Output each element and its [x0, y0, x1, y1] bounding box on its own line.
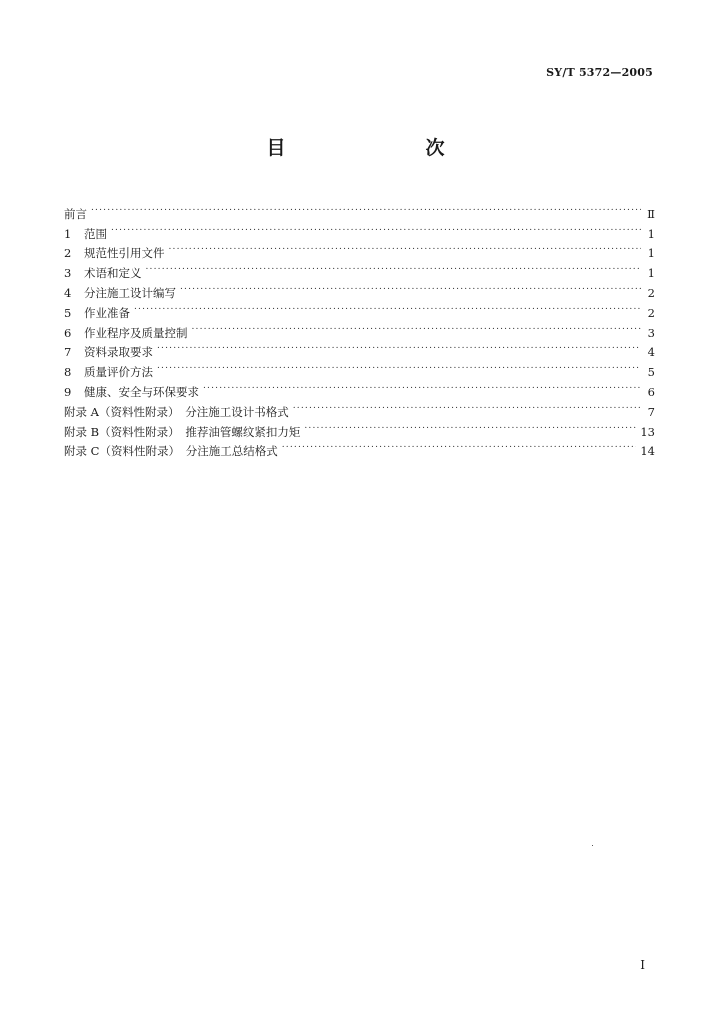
toc-entry-page: 1: [647, 266, 655, 281]
toc-entry[interactable]: [64, 257, 655, 281]
toc-entry-number: 7: [64, 345, 72, 360]
toc-entry-label: 附录 C（资料性附录） 分注施工总结格式: [64, 444, 278, 459]
toc-entry-number: 1: [64, 226, 72, 241]
toc-dot-leader: [282, 436, 637, 456]
toc-entry-page: 2: [647, 285, 655, 300]
standard-code: SY/T 5372—2005: [546, 66, 653, 79]
toc-entry-number: 9: [64, 384, 72, 399]
toc-entry-page: 3: [647, 325, 655, 340]
toc-entry-label: 质量评价方法: [84, 365, 153, 380]
toc-entry-page: 4: [647, 345, 655, 360]
toc-dot-leader: [180, 277, 641, 297]
toc-entry-number: 2: [64, 246, 72, 261]
page-title: 目 次: [266, 137, 479, 159]
toc-entry-label: 作业程序及质量控制: [84, 325, 188, 340]
toc-entry-page: 1: [647, 246, 655, 261]
toc-entry-label: 作业准备: [84, 305, 130, 320]
toc-entry-label: 前言: [64, 206, 87, 221]
toc-dot-leader: [192, 317, 642, 337]
toc-entry-page: 1: [647, 226, 655, 241]
toc-entry-label: 术语和定义: [84, 266, 142, 281]
toc-entry-page: 5: [647, 365, 655, 380]
toc-dot-leader: [304, 416, 636, 436]
toc-dot-leader: [169, 238, 642, 258]
toc-entry-label: 分注施工设计编写: [84, 285, 176, 300]
toc-entry[interactable]: [64, 277, 655, 300]
toc-entry[interactable]: [64, 198, 655, 221]
toc-entry-number: 8: [64, 365, 72, 380]
toc-entry-page: 2: [647, 305, 655, 320]
toc-entry-label: 规范性引用文件: [84, 246, 165, 261]
toc-entry-page: 13: [640, 424, 655, 439]
toc-dot-leader: [111, 218, 641, 238]
toc-entry-label: 资料录取要求: [84, 345, 153, 360]
toc-entry-label: 附录 B（资料性附录） 推荐油管螺纹紧扣力矩: [64, 424, 301, 439]
toc-dot-leader: [146, 257, 642, 277]
toc-entry-label: 范围: [84, 226, 107, 241]
toc-entry-page: Ⅱ: [647, 206, 655, 221]
toc-entry[interactable]: [64, 238, 655, 261]
toc-entry-label: 健康、安全与环保要求: [84, 384, 199, 399]
toc-entry-page: 7: [647, 404, 655, 419]
toc-entry-number: 4: [64, 285, 72, 300]
toc-dot-leader: [157, 356, 641, 376]
toc-entry[interactable]: [64, 297, 655, 320]
toc-entry-page: 14: [640, 444, 655, 459]
toc-dot-leader: [91, 198, 641, 218]
toc-dot-leader: [203, 376, 641, 396]
table-of-contents: [64, 198, 655, 459]
scan-speck: [592, 845, 593, 846]
toc-dot-leader: [293, 396, 641, 416]
toc-entry[interactable]: [64, 317, 655, 340]
toc-entry-number: 3: [64, 266, 72, 281]
toc-entry[interactable]: [64, 218, 655, 241]
toc-entry-number: 6: [64, 325, 72, 340]
toc-entry-page: 6: [647, 384, 655, 399]
toc-dot-leader: [157, 337, 641, 357]
toc-dot-leader: [134, 297, 641, 317]
page-number: Ⅰ: [640, 958, 645, 972]
toc-entry-label: 附录 A（资料性附录） 分注施工设计书格式: [64, 404, 289, 419]
toc-entry-number: 5: [64, 305, 72, 320]
